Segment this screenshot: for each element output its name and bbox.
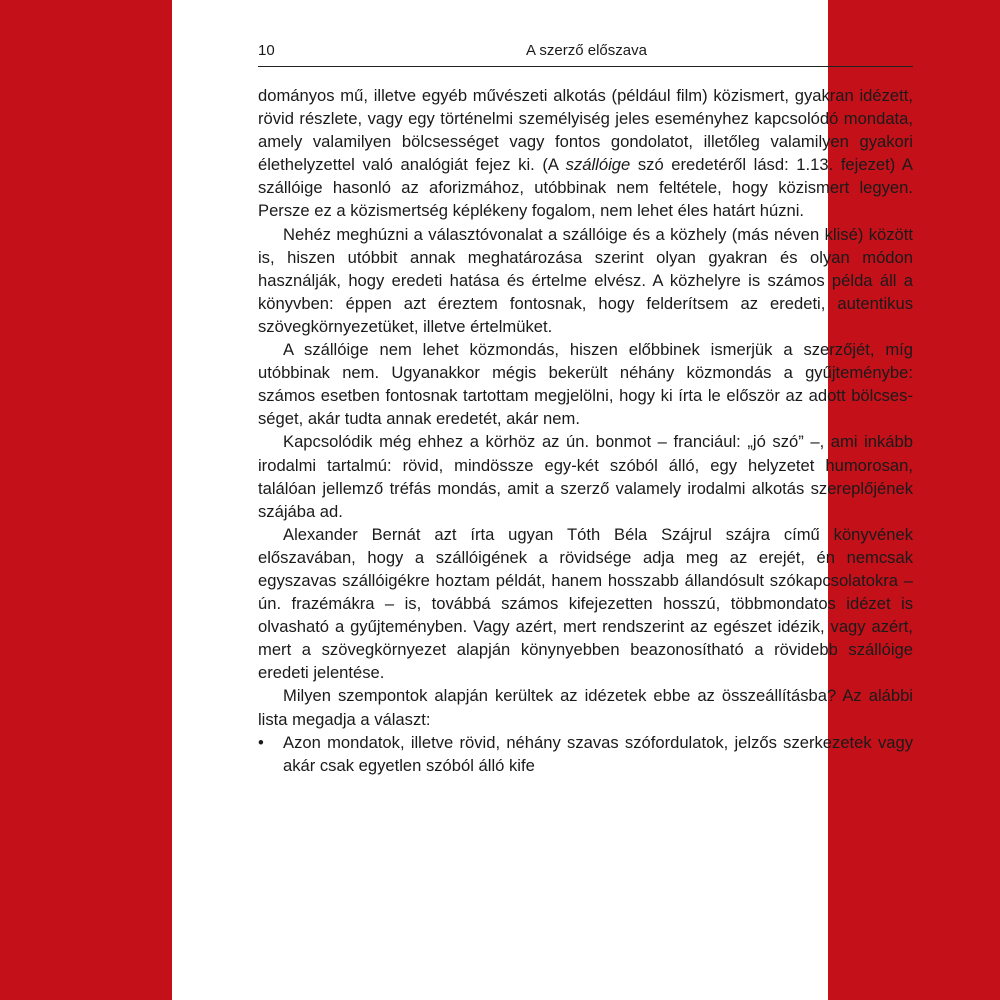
paragraph-4: Kapcsolódik még ehhez a körhöz az ún. bonmot – franciául: „jó szó” –, ami inkább irodalmi tartalmú: rövid, mindössze egy-két szóból álló, egy helyzetet humorosan, találóan jellemző tréfás mondás, amit a szerző valamely irodalmi alkotás szereplőjének szájába ad. xyxy=(258,432,913,521)
paragraph-2: Nehéz meghúzni a választóvonalat a szállóige és a közhely (más néven klisé) között is, hiszen utóbbit annak meghatározása szerint olyan gyakran és olyan módon használják, hogy eredeti hatása és értelme elvész. A közhelyre is számos példa áll a könyvben: éppen azt éreztem fontosnak, hogy felderítsem az eredeti, autentikus szövegkörnyezetüket, illetve értelmüket. xyxy=(258,224,913,336)
page-header xyxy=(258,42,915,64)
paragraph-3: A szállóige nem lehet közmondás, hiszen előbbinek ismerjük a szerzőjét, míg utóbbinak nem. Ugyanakkor mégis bekerült néhány közmondás a gyűjteménybe: számos esetben fontosnak tartottam megjelölni, hogy ki írta le először az adott bölcsességet, akár tudta annak eredetét, akár nem. xyxy=(258,340,913,429)
paragraph-6: Milyen szempontok alapján kerültek az idézetek ebbe az összeállításba? Az alábbi lista megadja a választ: xyxy=(258,686,913,729)
list-item: • Azon mondatok, illetve rövid, néhány szavas szófordulatok, jelzős szerkezetek vagy akár csak egyetlen szóból álló kife xyxy=(258,732,913,775)
running-head: A szerző előszava xyxy=(526,42,647,59)
criteria-list xyxy=(258,731,913,777)
bullet-icon: • xyxy=(258,732,264,752)
header-rule xyxy=(258,66,913,67)
paragraph-1: dományos mű, illetve egyéb művészeti alkotás (például film) közismert, gyakran idézett, rövid részlete, vagy egy történelmi személyiség jeles eseményhez kapcsolódó mondata, amely valamilyen bölcsességet vagy fontos gondolatot, illetőleg valamilyen gyakori élethelyzettel való analógiát fejez ki. (A szállóige szó eredetéről lásd: 1.13. fejezet) A szállóige hasonló az aforizmához, utóbbinak nem feltétele, hogy közismert legyen. Persze ez a közismertség képlékeny fogalom, nem lehet éles határt húzni. xyxy=(258,86,914,221)
body-text xyxy=(258,84,913,777)
book-page xyxy=(172,0,914,1000)
page-number: 10 xyxy=(258,42,275,59)
italic-term: szállóige xyxy=(565,155,631,175)
paragraph-5: Alexander Bernát azt írta ugyan Tóth Béla Szájrul szájra című könyvének előszavában, hogy a szállóigének a rövidsége adja meg az erejét, én nemcsak egyszavas szállóigékre hoztam példát, hanem hosszabb állandósult szókapcsolatokra – ún. frazémákra – is, továbbá számos kifejezetten hosszú, többmondatos idézet is olvasható a gyűjteményben. Vagy azért, mert rendszerint az egészet idézik, vagy azért, mert a szövegkörnyezet alapján könynyebben beazonosítható a rövidebb szállóige eredeti jelentése. xyxy=(258,524,913,683)
